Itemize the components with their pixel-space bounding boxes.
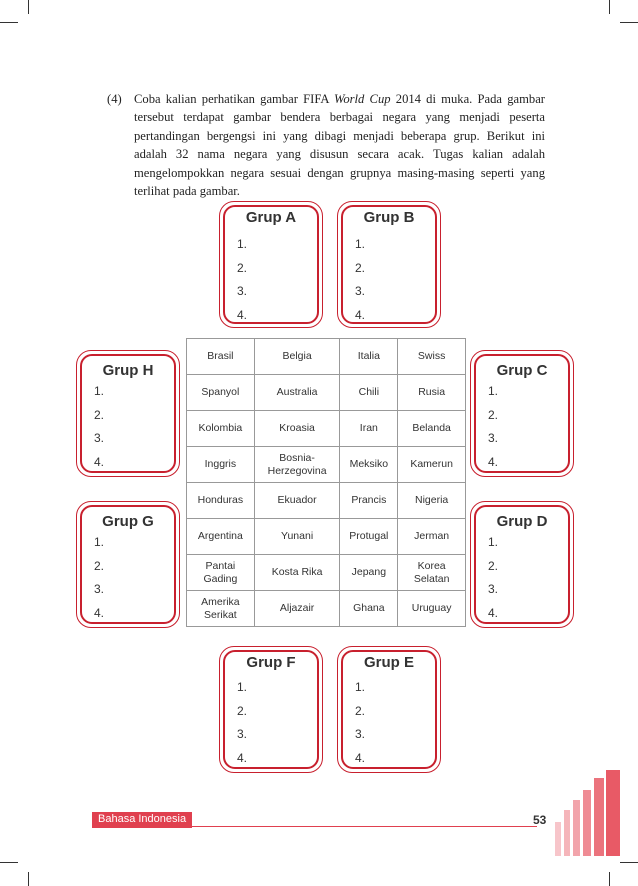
group-title: Grup E: [363, 654, 414, 671]
decorative-stripe: [573, 800, 580, 856]
country-cell: Ghana: [340, 591, 398, 627]
country-cell: Honduras: [187, 483, 255, 519]
group-title: Grup G: [102, 513, 154, 530]
group-list: [488, 384, 498, 478]
crop-mark: [28, 872, 29, 886]
group-list: [94, 535, 104, 629]
crop-mark: [28, 0, 29, 14]
group-slot: 4.: [355, 307, 366, 322]
country-cell: Uruguay: [398, 591, 466, 627]
group-slot: 3.: [94, 582, 105, 596]
country-cell: Ekuador: [254, 483, 340, 519]
group-slot: 4.: [488, 454, 499, 469]
group-slot: 1.: [94, 535, 105, 549]
decorative-stripe: [594, 778, 604, 856]
crop-mark: [609, 872, 610, 886]
group-title: Grup D: [496, 513, 548, 530]
decorative-stripe: [583, 790, 591, 856]
footer-rule: [192, 826, 537, 827]
country-cell: Pantai Gading: [187, 555, 255, 591]
group-slot: 1.: [94, 384, 105, 398]
country-cell: Belanda: [398, 411, 466, 447]
group-d-box: [474, 505, 570, 624]
group-a-box: [223, 205, 319, 324]
group-slot: 1.: [237, 237, 248, 251]
country-cell: Iran: [340, 411, 398, 447]
table-row: [187, 519, 466, 555]
country-cell: Argentina: [187, 519, 255, 555]
country-cell: Protugal: [340, 519, 398, 555]
table-row: [187, 447, 466, 483]
exercise-text: [134, 90, 545, 200]
exercise-number: (4): [107, 92, 122, 106]
group-slot: 4.: [355, 750, 366, 765]
group-slot: 2.: [94, 407, 105, 422]
group-slot: 4.: [237, 307, 248, 322]
country-cell: Spanyol: [187, 375, 255, 411]
table-row: [187, 555, 466, 591]
exercise-text-italic: World Cup: [334, 92, 391, 106]
group-slot: 4.: [94, 454, 105, 469]
country-cell: Brasil: [187, 339, 255, 375]
group-slot: 2.: [94, 558, 105, 573]
page-number: 53: [533, 813, 547, 827]
country-cell: Kroasia: [254, 411, 340, 447]
group-list: [94, 384, 104, 478]
decorative-stripe: [555, 822, 561, 856]
group-slot: 3.: [488, 431, 499, 445]
group-title: Grup A: [245, 209, 297, 226]
group-list: [488, 535, 498, 629]
country-cell: Kosta Rika: [254, 555, 340, 591]
country-cell: Meksiko: [340, 447, 398, 483]
table-row: [187, 375, 466, 411]
exercise-text-part: Coba kalian perhatikan gambar FIFA: [134, 92, 335, 106]
group-b-box: [341, 205, 437, 324]
group-title: Grup C: [496, 362, 548, 379]
crop-mark: [620, 862, 638, 863]
group-f-box: [223, 650, 319, 769]
decorative-stripe: [564, 810, 570, 856]
group-list: [355, 680, 365, 774]
group-slot: 2.: [237, 703, 248, 718]
country-cell: Kolombia: [187, 411, 255, 447]
exercise-text-part: 2014 di muka. Pada gambar tersebut terdapat gambar bendera berbagai negara yang menjadi peserta pertandingan bergengsi ini yang dibagi menjadi beberapa grup. Berikut ini adalah 32 nama negara yang disusun secara acak. Tugas kalian adalah mengelompokkan negara sesuai dengan grupnya masing-masing seperti yang terlihat pada gambar.: [134, 92, 545, 199]
country-cell: Jepang: [340, 555, 398, 591]
group-list: [237, 237, 247, 331]
group-g-box: [80, 505, 176, 624]
country-cell: Korea Selatan: [398, 555, 466, 591]
crop-mark: [0, 22, 18, 23]
country-cell: Kamerun: [398, 447, 466, 483]
group-slot: 4.: [488, 605, 499, 620]
crop-mark: [620, 22, 638, 23]
country-cell: Jerman: [398, 519, 466, 555]
country-cell: Rusia: [398, 375, 466, 411]
group-title: Grup B: [363, 209, 415, 226]
country-cell: Inggris: [187, 447, 255, 483]
country-cell: Yunani: [254, 519, 340, 555]
group-slot: 3.: [355, 727, 366, 741]
group-slot: 3.: [237, 727, 248, 741]
group-slot: 4.: [94, 605, 105, 620]
group-slot: 3.: [355, 284, 366, 298]
group-e-box: [341, 650, 437, 769]
footer-book-title: Bahasa Indonesia: [98, 813, 187, 825]
countries-table: [186, 338, 466, 627]
group-h-box: [80, 354, 176, 473]
group-slot: 3.: [237, 284, 248, 298]
group-slot: 2.: [237, 260, 248, 275]
group-slot: 1.: [355, 680, 366, 694]
decorative-stripe: [606, 770, 620, 856]
group-slot: 1.: [355, 237, 366, 251]
country-cell: Swiss: [398, 339, 466, 375]
country-cell: Australia: [254, 375, 340, 411]
country-cell: Italia: [340, 339, 398, 375]
country-cell: Aljazair: [254, 591, 340, 627]
group-slot: 3.: [488, 582, 499, 596]
crop-mark: [609, 0, 610, 14]
group-slot: 2.: [488, 407, 499, 422]
group-slot: 1.: [488, 535, 499, 549]
group-c-box: [474, 354, 570, 473]
exercise-paragraph: [107, 90, 545, 200]
group-slot: 2.: [355, 260, 366, 275]
group-slot: 2.: [355, 703, 366, 718]
group-list: [237, 680, 247, 774]
group-slot: 3.: [94, 431, 105, 445]
country-cell: Belgia: [254, 339, 340, 375]
group-slot: 1.: [488, 384, 499, 398]
group-slot: 4.: [237, 750, 248, 765]
crop-mark: [0, 862, 18, 863]
group-title: Grup F: [246, 654, 296, 671]
group-slot: 2.: [488, 558, 499, 573]
group-list: [355, 237, 365, 331]
group-slot: 1.: [237, 680, 248, 694]
country-cell: Chili: [340, 375, 398, 411]
table-row: [187, 483, 466, 519]
country-cell: Prancis: [340, 483, 398, 519]
table-row: [187, 591, 466, 627]
group-title: Grup H: [102, 362, 154, 379]
table-row: [187, 411, 466, 447]
country-cell: Amerika Serikat: [187, 591, 255, 627]
country-cell: Nigeria: [398, 483, 466, 519]
country-cell: Bosnia-Herzegovina: [254, 447, 340, 483]
table-row: [187, 339, 466, 375]
